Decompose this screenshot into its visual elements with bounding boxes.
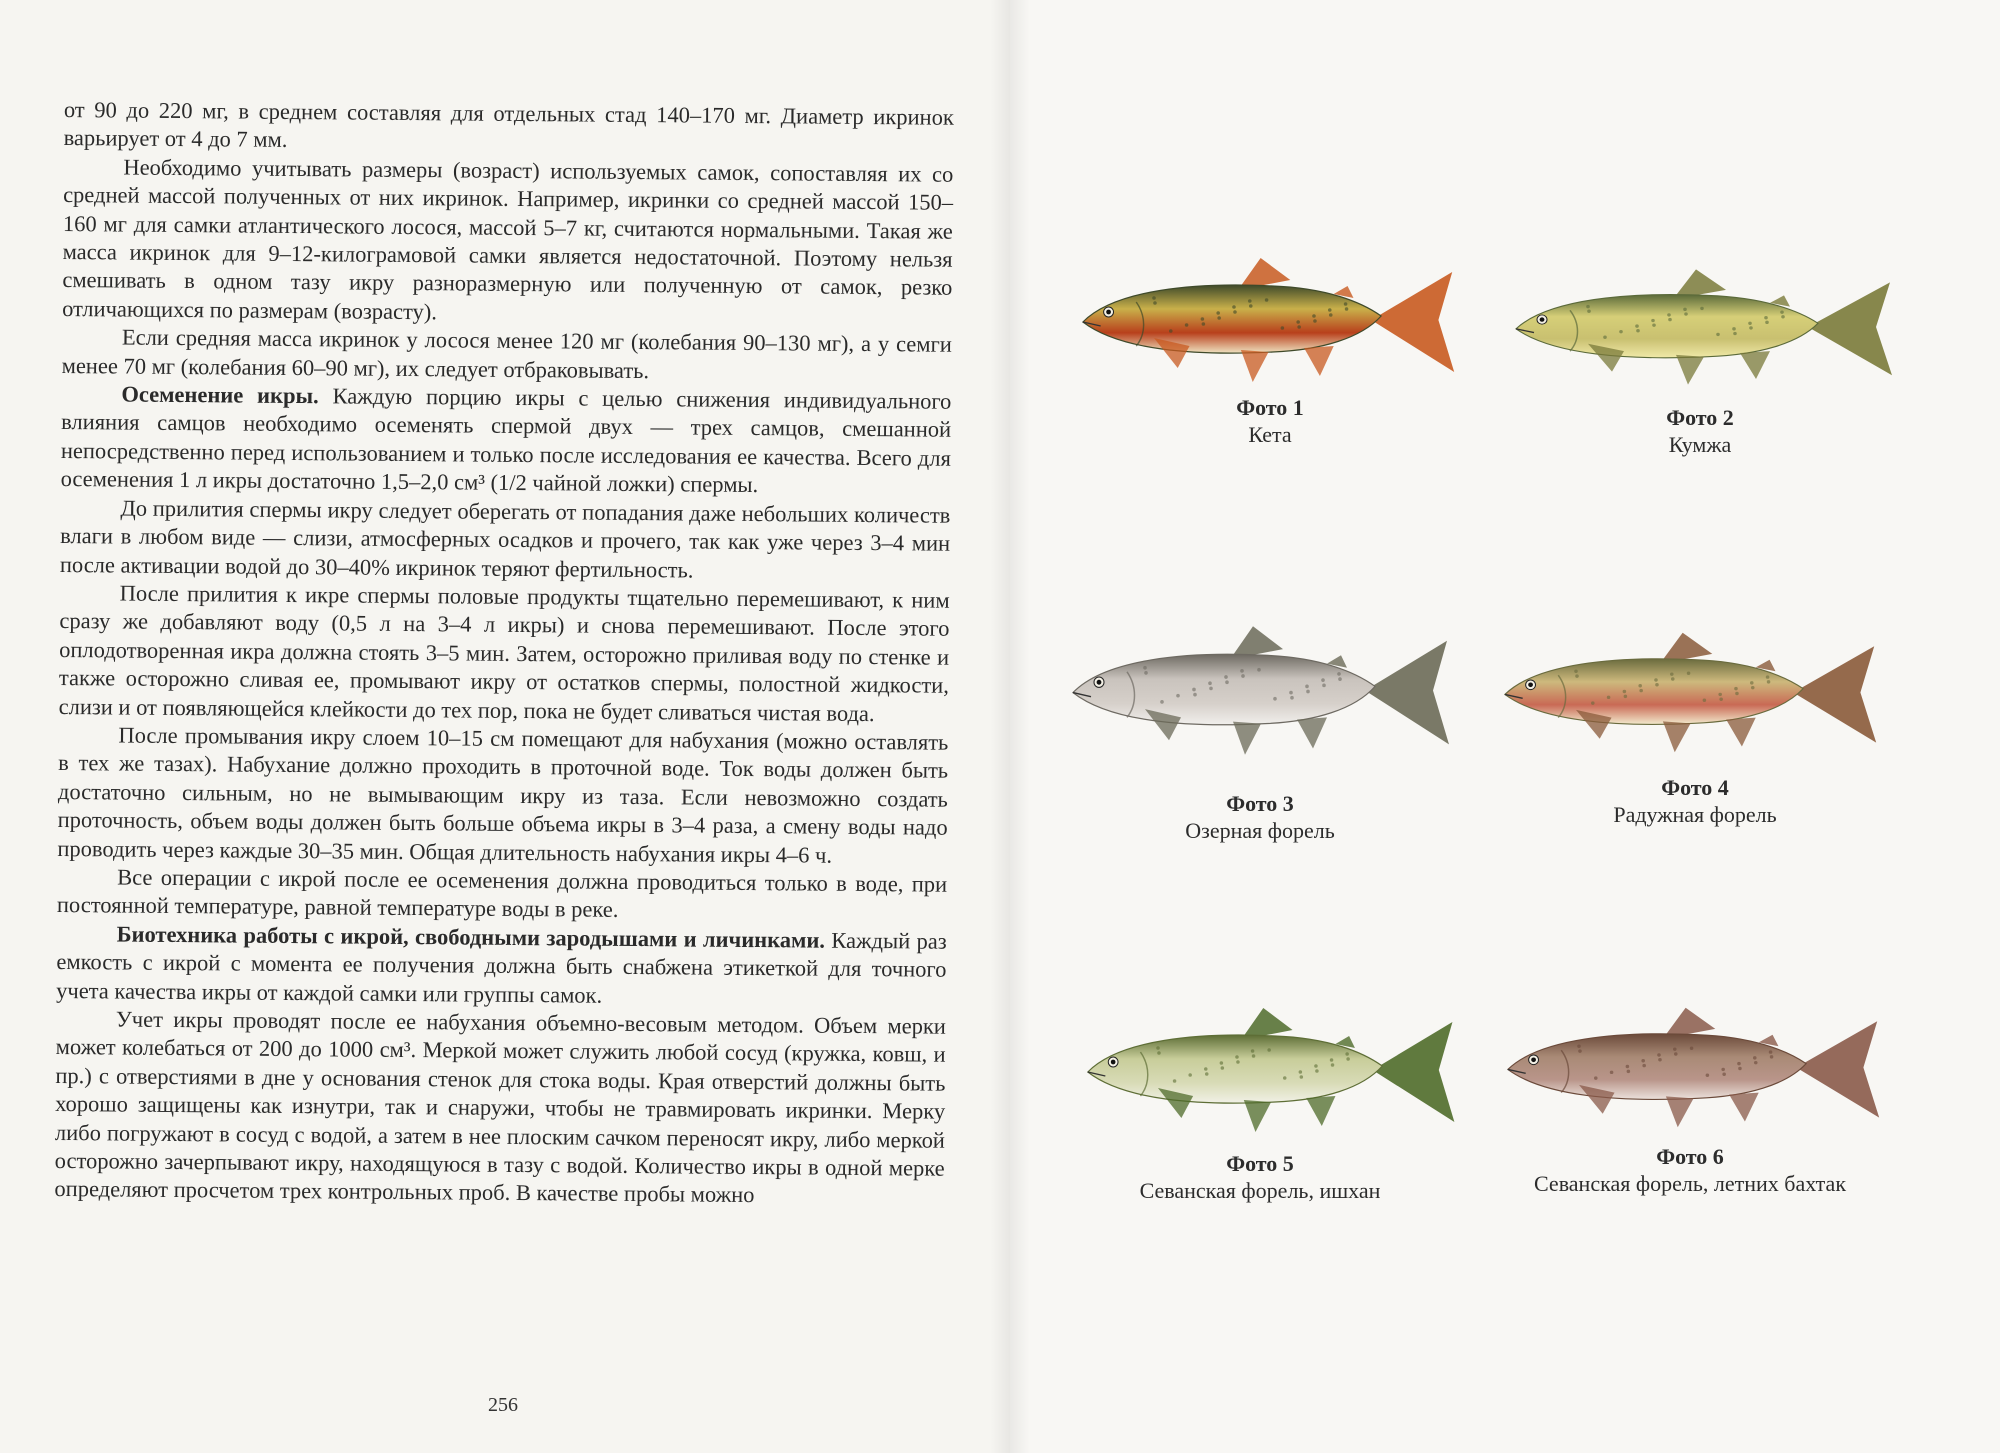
pelvic-fin: [1244, 1100, 1271, 1132]
spot: [1733, 332, 1737, 335]
photo-2-fish-illustration: [1508, 262, 1908, 392]
paragraph-text: Необходимо учитывать размеры (возраст) используемых самок, сопоставляя их со средней массой полученных от них икринок. Например, икринки со средней массой 150–160 мг для самки атлантического лосося, массой 5–7 кг, считаются нормальными. Такая же масса икринок для 9–12-килограмовой самки является недостаточной. Поэтому нельзя смешивать в одном тазу икру разноразмерную или полученную от самок, резко отличающихся по размерам (возрасту).: [62, 154, 954, 325]
spot: [1703, 698, 1707, 701]
body-text: [54, 96, 954, 1212]
photo-3-fish-illustration: [1065, 618, 1465, 763]
spot: [1220, 1061, 1224, 1065]
spot: [1273, 697, 1277, 701]
spot: [1267, 1048, 1271, 1052]
spot: [1204, 1067, 1208, 1071]
spot: [1623, 690, 1627, 693]
spot: [1738, 1067, 1742, 1070]
spot: [1251, 1049, 1255, 1053]
pelvic-fin: [1676, 355, 1704, 385]
pupil: [1531, 1057, 1536, 1062]
spot: [1591, 701, 1595, 704]
spot: [1300, 1075, 1304, 1079]
spot: [1143, 666, 1147, 670]
fish-body: [1088, 1035, 1382, 1103]
spot: [1683, 308, 1687, 311]
spot: [1641, 1059, 1645, 1062]
spot: [1299, 1070, 1303, 1074]
paragraph-text: После промывания икру слоем 10–15 см помещают для набухания (можно оставлять в тех же тазах). Набухание должно проходить в проточной воде. Ток воды должен быть достаточно сильным, но не вымывающим икру из таза. Если невозможно создать проточность, объем воды должен быть больше объема икры в 3–4 раза, а смену воды надо проводить через каждые 30–35 мин. Общая длительность набухания икры 4–6 ч.: [57, 722, 949, 868]
pelvic-fin: [1666, 1096, 1694, 1127]
spot: [1232, 305, 1236, 309]
anal-fin: [1729, 1093, 1759, 1122]
spot: [1173, 1079, 1177, 1083]
spot: [1735, 692, 1739, 695]
spot: [1289, 691, 1293, 695]
pelvic-fin: [1241, 350, 1269, 382]
spot: [1241, 674, 1245, 678]
spot: [1344, 302, 1348, 306]
spot: [1624, 695, 1628, 698]
spot: [1152, 296, 1156, 300]
photo-2-caption: [1550, 404, 1850, 458]
spot: [1638, 684, 1642, 687]
spot: [1296, 320, 1300, 324]
spot: [1652, 323, 1656, 326]
paragraph-text: Каждую порцию икры с целью снижения индивидуального влияния самцов необходимо осеменять спермой двух — трех самцов, смешанной непосредственно перед использованием и только после исследования ее качества. Всего для осеменения 1 л икры достаточно 1,5–2,0 см³ (1/2 чайной ложки) спермы.: [60, 383, 952, 498]
spot: [1780, 310, 1784, 313]
spot: [1587, 310, 1591, 313]
spot: [1577, 1045, 1581, 1048]
spot: [1331, 1063, 1335, 1067]
book-gutter: [990, 0, 1030, 1453]
paragraph-lead: Биотехника работы с икрой, свободными зародышами и личинками.: [116, 921, 826, 953]
spot: [1312, 314, 1316, 318]
anal-fin: [1740, 351, 1770, 379]
chum-salmon-illustration: [1075, 250, 1470, 390]
spot: [1670, 672, 1674, 675]
spot: [1216, 311, 1220, 315]
lake-trout-illustration: [1065, 618, 1465, 763]
photo-6-fish-illustration: [1500, 1000, 1895, 1135]
paragraph: [59, 579, 950, 729]
paragraph-text: Все операции с икрой после ее осеменения должна проводиться только в воде, при постоянной температуре, равной температуре воды в реке.: [56, 864, 948, 923]
paragraph-text: Учет икры проводят после ее набухания объемно-весовым методом. Объем мерки может колебаться от 200 до 1000 см³. Меркой может служить любой сосуд (кружка, ковш, и пр.) с отверстиями в дне у основания стенок для стока воды. Края отверстий должны быть хорошо защищены как изнутри, так и снаружи, чтобы не травмировать икринки. Мерку либо погружают в сосуд с водой, а затем в нее плоским сачком переносят икру, либо меркой осторожно зачерпывают икру, находящуюся в тазу с водой. Количество икры в одной мерке определяют просчетом трех контрольных проб. В качестве пробы можно: [54, 1006, 947, 1208]
spot: [1322, 683, 1326, 687]
spot: [1684, 312, 1688, 315]
photo-5-caption: [1090, 1150, 1430, 1204]
fish-body: [1083, 285, 1381, 353]
spot: [1690, 1046, 1694, 1049]
spot: [1252, 1054, 1256, 1058]
spot: [1626, 1065, 1630, 1068]
photo-2-label: Фото 2: [1666, 405, 1734, 430]
spot: [1249, 304, 1253, 308]
spot: [1201, 317, 1205, 321]
tail-fin: [1796, 1021, 1879, 1117]
paragraph-text: До прилития спермы икру следует оберегать от попадания даже небольших количеств влаги в любом виде — слизи, атмосферных осадков и прочего, так как уже через 3–4 мин после активации водой до 30–40% икринок теряют фертильность.: [59, 495, 951, 583]
spot: [1716, 333, 1720, 336]
spot: [1314, 1064, 1318, 1068]
spot: [1329, 313, 1333, 317]
spot: [1734, 687, 1738, 690]
paragraph: [57, 721, 948, 871]
spot: [1627, 1070, 1631, 1073]
spot: [1330, 1058, 1334, 1062]
spot: [1169, 329, 1173, 333]
spot: [1193, 693, 1197, 697]
spot: [1687, 671, 1691, 674]
spot: [1750, 681, 1754, 684]
paragraph-text: Если средняя масса икринок у лосося менее 120 мг (колебания 90–130 мг), а у семги менее 70 мг (колебания 60–90 мг), их следует отбраковывать.: [61, 324, 952, 383]
photo-1-label: Фото 1: [1236, 395, 1304, 420]
spot: [1209, 687, 1213, 691]
paragraph: [62, 153, 953, 331]
spot: [1313, 319, 1317, 323]
pupil: [1540, 317, 1545, 321]
photo-5-label: Фото 5: [1226, 1151, 1294, 1176]
paragraph-text: от 90 до 220 мг, в среднем составляя для отдельных стад 140–170 мг. Диаметр икринок варьирует от 4 до 7 мм.: [63, 96, 954, 153]
spot: [1655, 683, 1659, 686]
spot: [1770, 1055, 1774, 1058]
spot: [1321, 678, 1325, 682]
photo-1-species: Кета: [1248, 422, 1292, 447]
spot: [1192, 688, 1196, 692]
paragraph-text: После прилития к икре спермы половые продукты тщательно перемешивают, к ним сразу же добавляют воду (0,5 л на 3–4 л икры) и снова перемешивают. После этого оплодотворенная икра должна стоять 3–5 мин. Затем, осторожно приливая воду по стенке и также осторожно сливая ее, промывают икру от остатков спермы, полостной жидкости, слизи и от появляющейся клейкости до тех пор, пока не будет сливаться чистая вода.: [58, 580, 950, 726]
spot: [1235, 1055, 1239, 1059]
spot: [1225, 680, 1229, 684]
spot: [1749, 326, 1753, 329]
tail-fin: [1793, 646, 1876, 742]
photo-3-species: Озерная форель: [1185, 818, 1335, 843]
spot: [1639, 689, 1643, 692]
spot: [1671, 677, 1675, 680]
photo-2-species: Кумжа: [1668, 432, 1732, 457]
spot: [1224, 675, 1228, 679]
pelvic-fin: [1663, 721, 1691, 752]
spot: [1345, 307, 1349, 311]
photo-4-caption: [1540, 774, 1850, 828]
spot: [1765, 321, 1769, 324]
spot: [1766, 675, 1770, 678]
pupil: [1111, 1060, 1116, 1065]
tail-fin: [1365, 641, 1449, 745]
spot: [1153, 301, 1157, 305]
spot: [1575, 674, 1579, 677]
spot: [1781, 315, 1785, 318]
anal-fin: [1306, 1096, 1335, 1126]
photo-3-caption: [1110, 790, 1410, 844]
spot: [1156, 1046, 1160, 1050]
sevan-trout-bakhtak-illustration: [1500, 1000, 1895, 1135]
spot: [1754, 1061, 1758, 1064]
spot: [1257, 668, 1261, 672]
page-number: 256: [488, 1394, 518, 1416]
spot: [1718, 693, 1722, 696]
spot: [1217, 316, 1221, 320]
spot: [1732, 327, 1736, 330]
spot: [1160, 700, 1164, 704]
photo-6-label: Фото 6: [1656, 1144, 1724, 1169]
spot: [1315, 1069, 1319, 1073]
photo-4-fish-illustration: [1497, 625, 1892, 760]
spot: [1338, 677, 1342, 681]
paragraph: [60, 494, 951, 587]
spot: [1667, 313, 1671, 316]
spot: [1328, 308, 1332, 312]
spot: [1668, 318, 1672, 321]
spot: [1610, 1071, 1614, 1074]
anal-fin: [1726, 718, 1756, 747]
spot: [1719, 698, 1723, 701]
tail-fin: [1373, 1022, 1455, 1122]
paragraph: [64, 96, 954, 161]
spot: [1221, 1066, 1225, 1070]
fish-body: [1073, 654, 1375, 724]
spot: [1205, 1072, 1209, 1076]
spot: [1674, 1052, 1678, 1055]
photo-5-species: Севанская форель, ишхан: [1139, 1178, 1381, 1203]
spot: [1297, 325, 1301, 329]
paragraph-lead: Осеменение икры.: [121, 381, 319, 409]
sevan-trout-ishkhan-illustration: [1080, 1000, 1470, 1140]
spot: [1157, 1051, 1161, 1055]
spot: [1619, 330, 1623, 333]
spot: [1144, 671, 1148, 675]
photo-4-species: Радужная форель: [1613, 802, 1777, 827]
spot: [1586, 305, 1590, 308]
paragraph: [54, 1005, 946, 1212]
spot: [1281, 326, 1285, 330]
spot: [1185, 323, 1189, 327]
pelvic-fin: [1233, 722, 1261, 755]
photo-1-caption: [1120, 394, 1420, 448]
paragraph: [56, 920, 947, 1013]
paragraph: [57, 863, 947, 928]
spot: [1345, 1052, 1349, 1056]
spot: [1635, 324, 1639, 327]
spot: [1202, 322, 1206, 326]
spot: [1651, 319, 1655, 322]
spot: [1642, 1064, 1646, 1067]
fish-body: [1508, 1034, 1806, 1100]
spot: [1769, 1050, 1773, 1053]
spot: [1306, 690, 1310, 694]
spot: [1603, 336, 1607, 339]
spot: [1753, 1056, 1757, 1059]
tail-fin: [1371, 272, 1454, 372]
anal-fin: [1297, 717, 1327, 748]
spot: [1265, 298, 1269, 302]
spot: [1233, 310, 1237, 314]
pupil: [1106, 310, 1111, 315]
spot: [1240, 669, 1244, 673]
tail-fin: [1808, 282, 1892, 375]
brown-trout-illustration: [1508, 262, 1908, 392]
spot: [1700, 307, 1704, 310]
spot: [1176, 694, 1180, 698]
spot: [1748, 322, 1752, 325]
fish-body: [1516, 295, 1818, 358]
spot: [1767, 680, 1771, 683]
spot: [1673, 1047, 1677, 1050]
spot: [1706, 1073, 1710, 1076]
fish-body: [1505, 659, 1803, 725]
spot: [1657, 1053, 1661, 1056]
photo-1-fish-illustration: [1075, 250, 1470, 390]
spot: [1236, 1060, 1240, 1064]
spot: [1607, 696, 1611, 699]
photo-3-label: Фото 3: [1226, 791, 1294, 816]
spot: [1188, 1073, 1192, 1077]
photo-5-fish-illustration: [1080, 1000, 1470, 1140]
spot: [1290, 696, 1294, 700]
photo-6-species: Севанская форель, летних бахтак: [1533, 1171, 1847, 1196]
photo-6-caption: [1490, 1143, 1890, 1197]
spot: [1721, 1068, 1725, 1071]
spot: [1594, 1076, 1598, 1079]
spot: [1658, 1058, 1662, 1061]
spot: [1305, 684, 1309, 688]
spot: [1337, 672, 1341, 676]
spot: [1654, 678, 1658, 681]
rainbow-trout-illustration: [1497, 625, 1892, 760]
spot: [1574, 670, 1578, 673]
paragraph: [62, 323, 952, 388]
spot: [1751, 686, 1755, 689]
spot: [1764, 316, 1768, 319]
spot: [1578, 1049, 1582, 1052]
spot: [1636, 329, 1640, 332]
photo-4-label: Фото 4: [1661, 775, 1729, 800]
spot: [1248, 299, 1252, 303]
paragraph-text: Каждый раз емкость с икрой с момента ее получения должна быть снабжена этикеткой для точного учета качества икры от каждой самки или группы самок.: [56, 927, 947, 1008]
spot: [1283, 1076, 1287, 1080]
spot: [1208, 681, 1212, 685]
pupil: [1097, 680, 1102, 685]
anal-fin: [1304, 346, 1334, 376]
paragraph: [61, 380, 952, 501]
spot: [1737, 1062, 1741, 1065]
spot: [1346, 1057, 1350, 1061]
spot: [1722, 1073, 1726, 1076]
pupil: [1528, 682, 1533, 687]
